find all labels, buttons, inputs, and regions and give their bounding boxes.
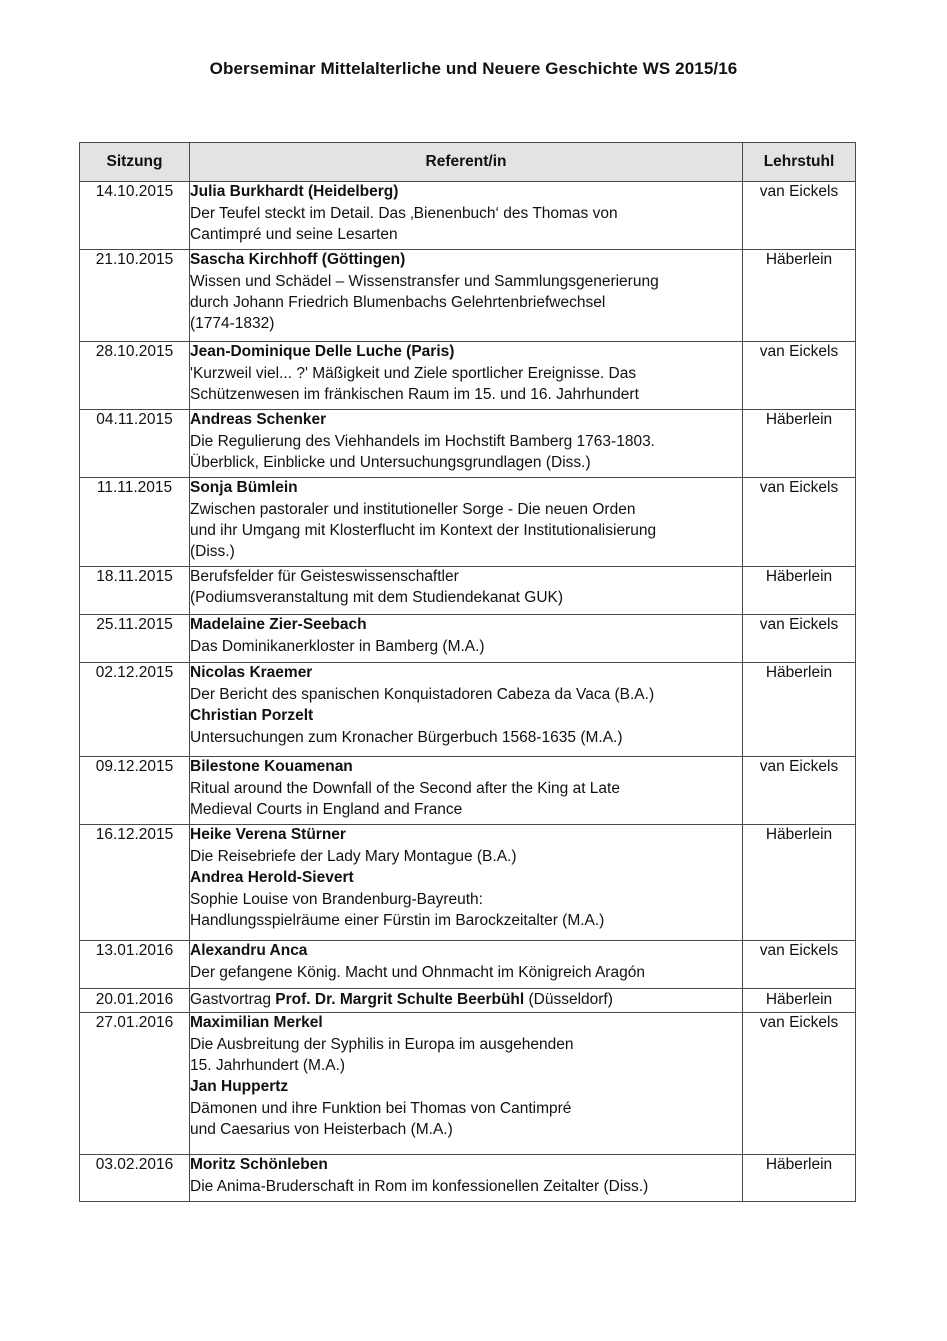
session-chair: van Eickels <box>743 941 856 989</box>
session-date: 14.10.2015 <box>80 182 190 250</box>
session-details <box>190 989 743 1013</box>
speaker-name: Andrea Herold-Sievert <box>190 869 354 886</box>
table-row <box>80 478 856 567</box>
session-details <box>190 567 743 615</box>
session-date: 27.01.2016 <box>80 1013 190 1155</box>
talk-title-line: Die Ausbreitung der Syphilis in Europa im ausgehenden <box>190 1036 574 1053</box>
session-details <box>190 663 743 757</box>
table-row <box>80 989 856 1013</box>
session-details <box>190 250 743 342</box>
session-details <box>190 941 743 989</box>
session-details <box>190 825 743 941</box>
session-details <box>190 478 743 567</box>
session-chair: van Eickels <box>743 1013 856 1155</box>
talk-title-line: Cantimpré und seine Lesarten <box>190 226 398 243</box>
speaker-name: Nicolas Kraemer <box>190 664 313 681</box>
talk-title-line: (Podiumsveranstaltung mit dem Studiendekanat GUK) <box>190 589 564 606</box>
session-chair: Häberlein <box>743 410 856 478</box>
schedule-table <box>79 142 856 1202</box>
table-row <box>80 615 856 663</box>
session-date: 09.12.2015 <box>80 757 190 825</box>
page-title: Oberseminar Mittelalterliche und Neuere Geschichte WS 2015/16 <box>209 59 738 78</box>
table-header-row <box>80 143 856 182</box>
speaker-name: Moritz Schönleben <box>190 1156 328 1173</box>
speaker-name: Maximilian Merkel <box>190 1014 323 1031</box>
table-row <box>80 342 856 410</box>
table-row <box>80 1013 856 1155</box>
talk-title-line: durch Johann Friedrich Blumenbachs Gelehrtenbriefwechsel <box>190 294 606 311</box>
talk-title-line: und Caesarius von Heisterbach (M.A.) <box>190 1121 453 1138</box>
talk-title-line: (Diss.) <box>190 543 235 560</box>
session-date: 02.12.2015 <box>80 663 190 757</box>
session-date: 21.10.2015 <box>80 250 190 342</box>
session-date: 11.11.2015 <box>80 478 190 567</box>
session-chair: van Eickels <box>743 757 856 825</box>
guest-lecture-prefix: Gastvortrag <box>190 991 276 1008</box>
table-row <box>80 663 856 757</box>
session-chair: Häberlein <box>743 567 856 615</box>
session-details <box>190 757 743 825</box>
talk-title-line: Zwischen pastoraler und institutioneller Sorge - Die neuen Orden <box>190 501 636 518</box>
talk-title-line: Der Bericht des spanischen Konquistadoren Cabeza da Vaca (B.A.) <box>190 686 655 703</box>
table-row <box>80 567 856 615</box>
column-header-chair: Lehrstuhl <box>743 143 856 182</box>
speaker-name: Bilestone Kouamenan <box>190 758 353 775</box>
speaker-name: Alexandru Anca <box>190 942 308 959</box>
talk-title-line: Medieval Courts in England and France <box>190 801 463 818</box>
session-date: 25.11.2015 <box>80 615 190 663</box>
table-row <box>80 757 856 825</box>
session-date: 28.10.2015 <box>80 342 190 410</box>
talk-title-line: Das Dominikanerkloster in Bamberg (M.A.) <box>190 638 485 655</box>
session-chair: Häberlein <box>743 663 856 757</box>
session-chair: Häberlein <box>743 825 856 941</box>
table-row <box>80 182 856 250</box>
session-details <box>190 182 743 250</box>
table-row <box>80 1155 856 1202</box>
session-details <box>190 342 743 410</box>
talk-title-line: Schützenwesen im fränkischen Raum im 15. und 16. Jahrhundert <box>190 386 639 403</box>
schedule-body <box>80 182 856 1202</box>
speaker-name: Jan Huppertz <box>190 1078 289 1095</box>
session-date: 13.01.2016 <box>80 941 190 989</box>
speaker-name: Prof. Dr. Margrit Schulte Beerbühl <box>275 991 525 1008</box>
talk-title-line: Die Regulierung des Viehhandels im Hochstift Bamberg 1763-1803. <box>190 433 655 450</box>
session-chair: van Eickels <box>743 478 856 567</box>
speaker-name: Sascha Kirchhoff (Göttingen) <box>190 251 406 268</box>
speaker-name: Heike Verena Stürner <box>190 826 346 843</box>
table-row <box>80 825 856 941</box>
speaker-name: Julia Burkhardt (Heidelberg) <box>190 183 399 200</box>
session-chair: van Eickels <box>743 182 856 250</box>
talk-title-line: Die Anima-Bruderschaft in Rom im konfessionellen Zeitalter (Diss.) <box>190 1178 649 1195</box>
talk-title-line: Ritual around the Downfall of the Second after the King at Late <box>190 780 620 797</box>
guest-lecture-line <box>190 990 742 1010</box>
column-header-date: Sitzung <box>80 143 190 182</box>
session-details <box>190 615 743 663</box>
talk-title-line: Dämonen und ihre Funktion bei Thomas von Cantimpré <box>190 1100 572 1117</box>
talk-title-line: Die Reisebriefe der Lady Mary Montague (B.A.) <box>190 848 517 865</box>
column-header-speaker: Referent/in <box>190 143 743 182</box>
speaker-name: Madelaine Zier-Seebach <box>190 616 367 633</box>
talk-title-line: Wissen und Schädel – Wissenstransfer und Sammlungsgenerierung <box>190 273 659 290</box>
table-row <box>80 941 856 989</box>
talk-title-line: Der Teufel steckt im Detail. Das ‚Bienenbuch‘ des Thomas von <box>190 205 618 222</box>
speaker-name: Jean-Dominique Delle Luche (Paris) <box>190 343 455 360</box>
talk-title-line: Untersuchungen zum Kronacher Bürgerbuch 1568-1635 (M.A.) <box>190 729 623 746</box>
session-chair: Häberlein <box>743 1155 856 1202</box>
talk-title-line: Der gefangene König. Macht und Ohnmacht im Königreich Aragón <box>190 964 645 981</box>
speaker-name: Sonja Bümlein <box>190 479 298 496</box>
table-row <box>80 250 856 342</box>
session-chair: van Eickels <box>743 615 856 663</box>
talk-title-line: Berufsfelder für Geisteswissenschaftler <box>190 568 459 585</box>
talk-title-line: (1774-1832) <box>190 315 275 332</box>
session-chair: Häberlein <box>743 989 856 1013</box>
speaker-name: Christian Porzelt <box>190 707 314 724</box>
guest-affiliation: (Düsseldorf) <box>524 991 613 1008</box>
session-chair: Häberlein <box>743 250 856 342</box>
session-date: 18.11.2015 <box>80 567 190 615</box>
talk-title-line: 'Kurzweil viel... ?' Mäßigkeit und Ziele sportlicher Ereignisse. Das <box>190 365 637 382</box>
session-details <box>190 1013 743 1155</box>
session-date: 03.02.2016 <box>80 1155 190 1202</box>
talk-title-line: Handlungsspielräume einer Fürstin im Barockzeitalter (M.A.) <box>190 912 605 929</box>
speaker-name: Andreas Schenker <box>190 411 327 428</box>
session-details <box>190 410 743 478</box>
talk-title-line: Überblick, Einblicke und Untersuchungsgrundlagen (Diss.) <box>190 454 591 471</box>
session-date: 20.01.2016 <box>80 989 190 1013</box>
session-date: 16.12.2015 <box>80 825 190 941</box>
session-date: 04.11.2015 <box>80 410 190 478</box>
talk-title-line: 15. Jahrhundert (M.A.) <box>190 1057 346 1074</box>
talk-title-line: Sophie Louise von Brandenburg-Bayreuth: <box>190 891 483 908</box>
session-details <box>190 1155 743 1202</box>
session-chair: van Eickels <box>743 342 856 410</box>
talk-title-line: und ihr Umgang mit Klosterflucht im Kontext der Institutionalisierung <box>190 522 657 539</box>
table-row <box>80 410 856 478</box>
